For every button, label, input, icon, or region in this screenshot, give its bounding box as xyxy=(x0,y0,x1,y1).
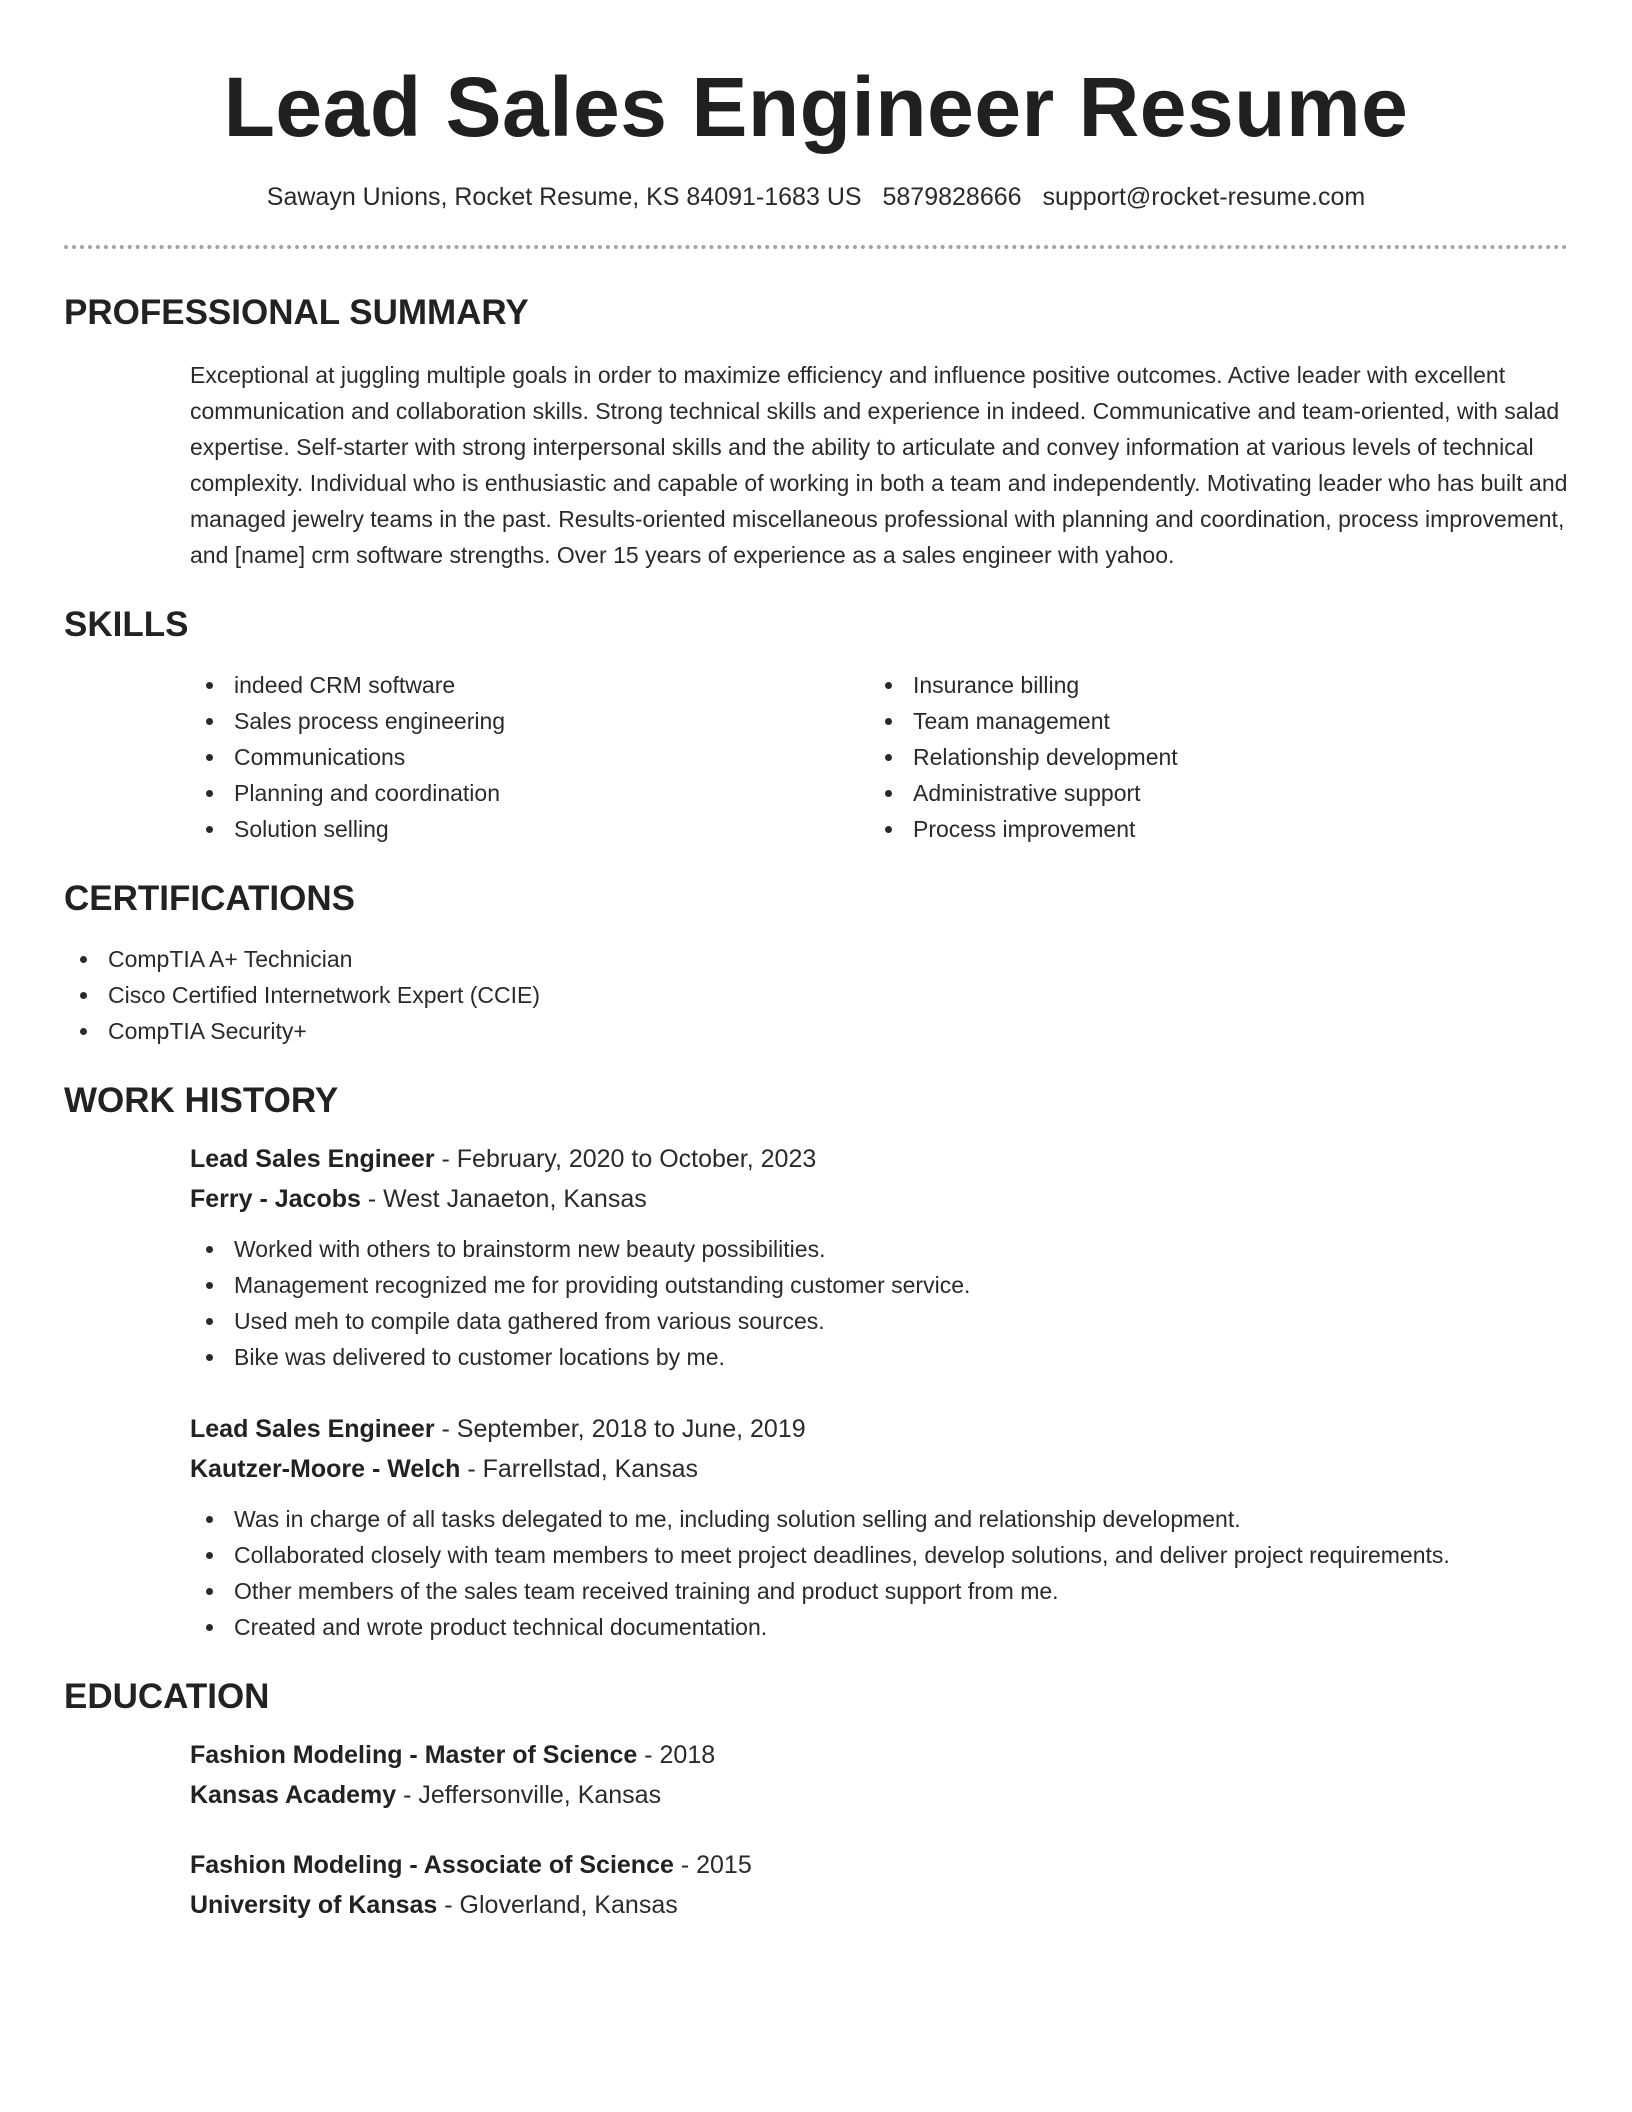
contact-address: Sawayn Unions, Rocket Resume, KS 84091-1683 US xyxy=(266,183,862,211)
school-location: - Gloverland, Kansas xyxy=(437,1891,678,1919)
job-bullet: Management recognized me for providing outstanding customer service. xyxy=(190,1267,1568,1303)
summary-section xyxy=(64,291,1568,573)
certification-item: CompTIA A+ Technician xyxy=(64,941,1442,977)
skill-item: Insurance billing xyxy=(869,667,1548,703)
school-name: University of Kansas xyxy=(190,1891,438,1919)
job-location: - Farrellstad, Kansas xyxy=(460,1455,698,1483)
contact-email: support@rocket-resume.com xyxy=(1042,183,1366,211)
job-bullet: Collaborated closely with team members to meet project deadlines, develop solutions, and deliver project requirements. xyxy=(190,1537,1568,1573)
contact-phone: 5879828666 xyxy=(882,183,1022,211)
school-name: Kansas Academy xyxy=(190,1781,397,1809)
job-title-line xyxy=(190,1139,1568,1179)
work-section xyxy=(64,1079,1568,1645)
skills-column-right xyxy=(869,667,1548,847)
job-bullet: Bike was delivered to customer locations by me. xyxy=(190,1339,1568,1375)
job-bullet: Created and wrote product technical documentation. xyxy=(190,1609,1568,1645)
degree-name: Fashion Modeling - Associate of Science xyxy=(190,1851,674,1879)
skill-item: Process improvement xyxy=(869,811,1548,847)
education-section xyxy=(64,1675,1568,1925)
skill-item: Sales process engineering xyxy=(190,703,869,739)
contact-line xyxy=(64,180,1568,214)
resume-page xyxy=(64,0,1568,1925)
skills-grid xyxy=(190,667,1568,847)
school-location: - Jeffersonville, Kansas xyxy=(396,1781,662,1809)
job-bullets xyxy=(190,1231,1568,1375)
degree-line xyxy=(190,1845,1568,1885)
degree-year: - 2015 xyxy=(673,1851,752,1879)
job-bullet: Was in charge of all tasks delegated to me, including solution selling and relationship development. xyxy=(190,1501,1568,1537)
skills-heading: SKILLS xyxy=(64,605,189,644)
job-title-line xyxy=(190,1409,1568,1449)
skill-item: Team management xyxy=(869,703,1548,739)
skill-item: Solution selling xyxy=(190,811,869,847)
certification-item: Cisco Certified Internetwork Expert (CCIE) xyxy=(64,977,1442,1013)
degree-name: Fashion Modeling - Master of Science xyxy=(190,1741,638,1769)
job-bullet: Used meh to compile data gathered from various sources. xyxy=(190,1303,1568,1339)
skill-item: Communications xyxy=(190,739,869,775)
job-bullets xyxy=(190,1501,1568,1645)
certifications-heading: CERTIFICATIONS xyxy=(64,879,356,918)
summary-heading: PROFESSIONAL SUMMARY xyxy=(64,293,529,332)
job-company: Ferry - Jacobs xyxy=(190,1185,361,1213)
job-entry xyxy=(190,1139,1568,1375)
job-location: - West Janaeton, Kansas xyxy=(360,1185,647,1213)
skill-item: Relationship development xyxy=(869,739,1548,775)
skills-section xyxy=(64,603,1568,847)
job-entry xyxy=(190,1409,1568,1645)
skills-column-left xyxy=(190,667,869,847)
education-entry xyxy=(190,1735,1568,1815)
education-heading: EDUCATION xyxy=(64,1677,270,1716)
resume-title: Lead Sales Engineer Resume xyxy=(223,60,1409,154)
job-company-line xyxy=(190,1449,1568,1489)
education-entry xyxy=(190,1845,1568,1925)
job-company-line xyxy=(190,1179,1568,1219)
skill-item: Administrative support xyxy=(869,775,1548,811)
header-divider xyxy=(64,245,1568,249)
job-title: Lead Sales Engineer xyxy=(190,1415,435,1443)
degree-line xyxy=(190,1735,1568,1775)
job-company: Kautzer-Moore - Welch xyxy=(190,1455,461,1483)
degree-year: - 2018 xyxy=(637,1741,716,1769)
skill-item: Planning and coordination xyxy=(190,775,869,811)
job-dates: - February, 2020 to October, 2023 xyxy=(434,1145,817,1173)
school-line xyxy=(190,1885,1568,1925)
certification-item: CompTIA Security+ xyxy=(64,1013,1442,1049)
certifications-list xyxy=(64,941,1442,1049)
certifications-section xyxy=(64,877,1568,1049)
school-line xyxy=(190,1775,1568,1815)
job-title: Lead Sales Engineer xyxy=(190,1145,435,1173)
job-bullet: Other members of the sales team received training and product support from me. xyxy=(190,1573,1568,1609)
skill-item: indeed CRM software xyxy=(190,667,869,703)
job-bullet: Worked with others to brainstorm new beauty possibilities. xyxy=(190,1231,1568,1267)
work-heading: WORK HISTORY xyxy=(64,1081,339,1120)
summary-text: Exceptional at juggling multiple goals in order to maximize efficiency and influence positive outcomes. Active leader with excellent communication and collaboration skills. Strong technical skills and experience in indeed. Communicative and team-oriented, with salad expertise. Self-starter with strong interpersonal skills and the ability to articulate and convey information at various levels of technical complexity. Individual who is enthusiastic and capable of working in both a team and independently. Motivating leader who has built and managed jewelry teams in the past. Results-oriented miscellaneous professional with planning and coordination, process improvement, and [name] crm software strengths. Over 15 years of experience as a sales engineer with yahoo. xyxy=(190,362,1568,568)
job-dates: - September, 2018 to June, 2019 xyxy=(434,1415,806,1443)
